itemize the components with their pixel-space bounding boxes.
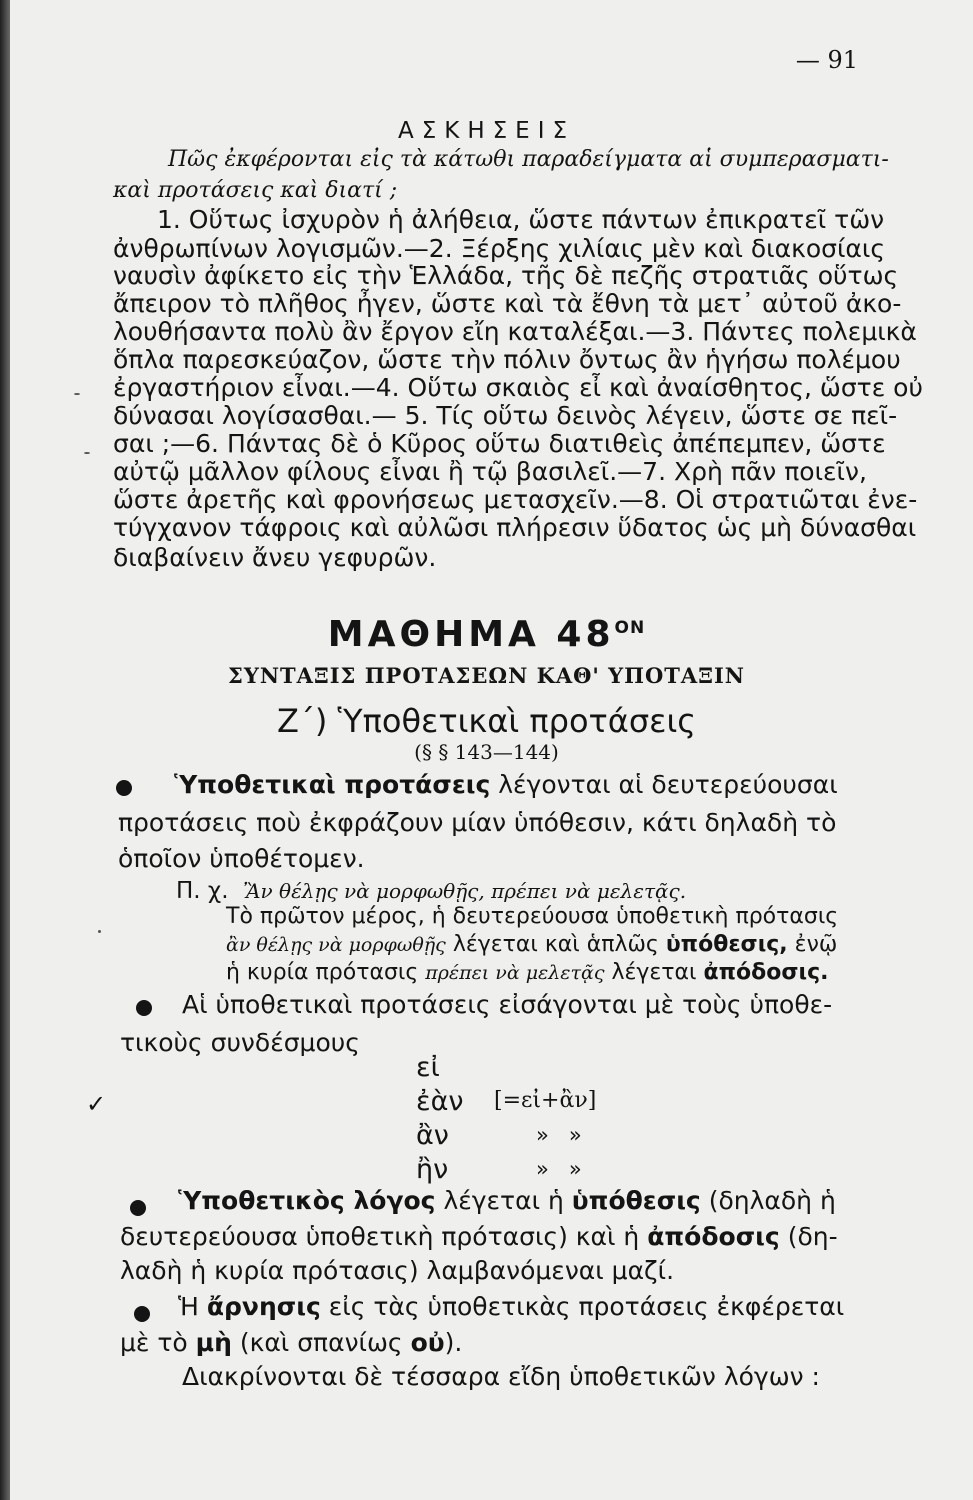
term: μὴ [195, 1328, 232, 1357]
exercise-line: ἄπειρον τὸ πλῆθος ἦγεν, ὥστε καὶ τὰ ἔθνη τὰ μετ᾽ αὐτοῦ ἀκο- [113, 289, 902, 318]
example-label: Π. χ. [176, 878, 229, 904]
paragraph-2-line: Αἱ ὑποθετικαὶ προτάσεις εἰσάγονται μὲ τοὺς ὑποθε- [182, 990, 833, 1019]
bullet [134, 1306, 150, 1322]
example-explanation-line: Τὸ πρῶτον μέρος, ἡ δευτερεύουσα ὑποθετικὴ πρότασις [226, 904, 839, 929]
term: ἄρνησις [206, 1292, 321, 1321]
page-number: — 91 [795, 46, 858, 74]
paragraph-reference: (§ § 143—144) [414, 740, 559, 764]
paragraph-3-line: λαδὴ ἡ κυρία πρότασις) λαμβανόμεναι μαζί. [120, 1256, 675, 1285]
paragraph-1-line: προτάσεις ποὺ ἐκφράζουν μίαν ὑπόθεσιν, κάτι δηλαδὴ τὸ [118, 808, 837, 837]
exercise-line: σαι ;—6. Πάντας δὲ ὁ Κῦρος οὕτω διατιθεὶς ἀπέπεμπεν, ὥστε [113, 429, 886, 458]
text: ). [444, 1328, 463, 1357]
text: εἰς τὰς ὑποθετικὰς προτάσεις ἐκφέρεται [328, 1292, 845, 1321]
closing-line: Διακρίνονται δὲ τέσσαρα εἴδη ὑποθετικῶν λόγων : [182, 1362, 820, 1391]
conjunction-note: » » [536, 1123, 582, 1147]
bullet [130, 1200, 146, 1216]
term: ὑπόθεσις [571, 1186, 701, 1215]
conjunction-note: » » [536, 1157, 582, 1181]
exercise-line: 1. Οὕτως ἰσχυρὸν ἡ ἀλήθεια, ὥστε πάντων ἐπικρατεῖ τῶν [157, 205, 885, 234]
exercise-line: ἀνθρωπίνων λογισμῶν.—2. Ξέρξης χιλίαις μὲν καὶ διακοσίαις [113, 234, 886, 263]
text: λέγεται ἡ [443, 1186, 564, 1215]
exercise-line: δύνασαι λογίσασθαι.— 5. Τίς οὕτω δεινὸς λέγειν, ὥστε σε πεῖ- [113, 401, 898, 430]
paragraph-4-line [178, 1294, 844, 1319]
exercises-intro-line: καὶ προτάσεις καὶ διατί ; [113, 178, 398, 203]
text: λέγεται καὶ ἁπλῶς [452, 932, 659, 957]
example-line [176, 880, 686, 903]
example-italic: πρέπει νὰ μελετᾷς [425, 962, 605, 984]
text: ἐνῷ [794, 932, 838, 957]
text: ἡ κυρία πρότασις [226, 960, 419, 985]
exercise-line: ναυσὶν ἀφίκετο εἰς τὴν Ἑλλάδα, τῆς δὲ πεζῆς στρατιᾶς οὕτως [113, 261, 899, 290]
conjunction: ἐὰν [416, 1086, 464, 1117]
exercise-line: τύγχανον τάφροις καὶ αὐλῶσι πλήρεσιν ὕδατος ὡς μὴ δύνασθαι [113, 513, 917, 542]
text: Ἡ [178, 1292, 199, 1321]
text: δευτερεύουσα ὑποθετικὴ πρότασις) καὶ ἡ [120, 1222, 640, 1251]
bullet [116, 780, 132, 796]
margin-speck [74, 393, 80, 395]
lesson-subtitle: ΣΥΝΤΑΞΙΣ ΠΡΟΤΑΣΕΩΝ ΚΑΘ' ΥΠΟΤΑΞΙΝ [227, 663, 745, 688]
paragraph-3-line [120, 1224, 838, 1249]
text: (δηλαδὴ ἡ [708, 1186, 836, 1215]
conjunction: ἂν [416, 1120, 449, 1151]
text: (καὶ σπανίως [239, 1328, 403, 1357]
section-heading: Ζ΄) Ὑποθετικαὶ προτάσεις [276, 702, 697, 740]
paragraph-2-line: τικοὺς συνδέσμους [120, 1028, 360, 1057]
paragraph-1-line: ὁποῖον ὑποθέτομεν. [118, 844, 365, 873]
term: ὑπόθεσις, [665, 932, 788, 957]
margin-speck [84, 452, 90, 454]
exercise-line: ὅπλα παρεσκεύαζον, ὥστε τὴν πόλιν ὄντως ἂν ἡγήσω πολέμου [113, 345, 901, 374]
example-text: Ἂν θέλῃς νὰ μορφωθῇς, πρέπει νὰ μελετᾷς. [243, 879, 687, 903]
text: (δη- [787, 1222, 838, 1251]
conjunction: εἰ [416, 1052, 440, 1083]
exercise-line: λουθήσαντα πολὺ ἂν ἔργον εἴη καταλέξαι.—3. Πάντες πολεμικὰ [113, 317, 917, 346]
term: ἀπόδοσις. [703, 960, 829, 985]
exercise-line: ὥστε ἀρετῆς καὶ φρονήσεως μετασχεῖν.—8. Οἱ στρατιῶται ἐνε- [113, 485, 918, 514]
exercise-line: διαβαίνειν ἄνευ γεφυρῶν. [113, 543, 437, 572]
bullet [136, 1000, 152, 1016]
text: μὲ τὸ [120, 1328, 188, 1357]
example-italic: ἂν θέλῃς νὰ μορφωθῇς [226, 934, 446, 956]
exercise-line: ἐργαστήριον εἶναι.—4. Οὕτω σκαιὸς εἶ καὶ ἀναίσθητος, ὥστε οὐ [113, 373, 923, 402]
exercises-title: ΑΣΚΗΣΕΙΣ [397, 118, 576, 144]
margin-speck [98, 930, 101, 933]
term: ἀπόδοσις [647, 1222, 780, 1251]
lesson-title-text: ΜΑΘΗΜΑ 48 [327, 614, 615, 655]
exercises-intro-line: Πῶς ἐκφέρονται εἰς τὰ κάτωθι παραδείγματα αἱ συμπερασματι- [168, 147, 889, 172]
paragraph-1-line [174, 772, 838, 797]
term: οὐ [410, 1328, 445, 1357]
conjunction: ἢν [416, 1154, 449, 1185]
conjunction-note: [=εἰ+ἂν] [494, 1088, 597, 1113]
term: Ὑποθετικὸς λόγος [178, 1186, 436, 1215]
example-explanation-line [226, 934, 837, 956]
pencil-mark: ✓ [86, 1090, 107, 1118]
text: λέγονται αἱ δευτερεύουσαι [498, 770, 838, 799]
exercise-line: αὐτῷ μᾶλλον φίλους εἶναι ἢ τῷ βασιλεῖ.—7. Χρὴ πᾶν ποιεῖν, [113, 457, 867, 486]
lesson-title [0, 614, 973, 655]
paragraph-4-line [120, 1330, 462, 1355]
example-explanation-line [226, 962, 828, 984]
lesson-title-suffix: ΟΝ [614, 618, 646, 638]
paragraph-3-line [178, 1188, 836, 1213]
text: λέγεται [611, 960, 697, 985]
term: Ὑποθετικαὶ προτάσεις [174, 770, 491, 799]
